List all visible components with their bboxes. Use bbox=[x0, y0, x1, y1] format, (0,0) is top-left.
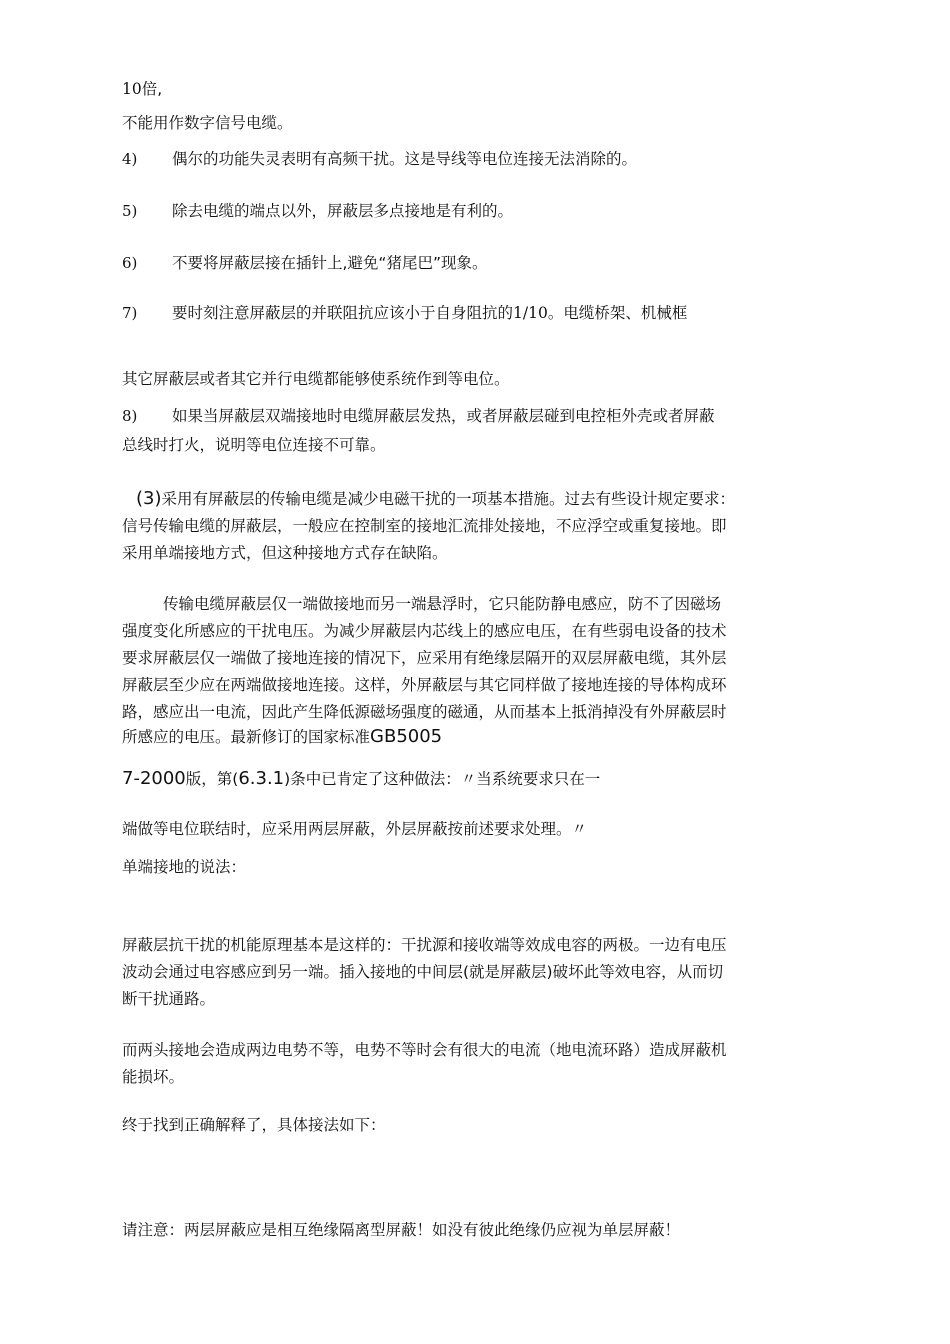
text-line-10x bbox=[122, 78, 162, 100]
paragraph-4-line-6 bbox=[122, 726, 442, 748]
item-7-text bbox=[172, 302, 687, 324]
paragraph-3-label: (3) bbox=[136, 488, 162, 509]
paragraph-4-line-6-text: 所感应的电压。最新修订的国家标准 bbox=[122, 728, 371, 746]
final-heading: 终于找到正确解释了，具体接法如下： bbox=[122, 1116, 386, 1134]
item-7-fraction: 1/10 bbox=[513, 304, 548, 322]
standard-number-part-2: 7-2000 bbox=[122, 768, 186, 789]
paragraph-6-line-2: 能损坏。 bbox=[122, 1068, 185, 1086]
item-8-text: 如果当屏蔽层双端接地时电缆屏蔽层发热，或者屏蔽层碰到电控柜外壳或者屏蔽 bbox=[172, 407, 715, 425]
paragraph-4-line-3: 要求屏蔽层仅一端做了接地连接的情况下，应采用有绝缘层隔开的双层屏蔽电缆，其外层 bbox=[122, 649, 727, 667]
note-line: 请注意：两层屏蔽应是相互绝缘隔离型屏蔽！如没有彼此绝缘仍应视为单层屏蔽！ bbox=[122, 1221, 681, 1239]
item-7-text-b: 。电缆桥架、机械框 bbox=[547, 304, 688, 322]
single-end-heading: 单端接地的说法： bbox=[122, 858, 247, 876]
item-5-number: 5) bbox=[122, 202, 138, 220]
paragraph-4-line-1: 传输电缆屏蔽层仅一端做接地而另一端悬浮时，它只能防静电感应，防不了因磁场 bbox=[163, 595, 722, 613]
item-5-text: 除去电缆的端点以外，屏蔽层多点接地是有利的。 bbox=[172, 202, 514, 220]
item-6-text: 不要将屏蔽层接在插针上,避免“猪尾巴”现象。 bbox=[172, 254, 488, 272]
paragraph-4-line-7-text-d: )条中已肯定了这种做法：〃当系统要求只在一 bbox=[284, 770, 601, 788]
paragraph-4-line-8: 端做等电位联结时，应采用两层屏蔽，外层屏蔽按前述要求处理。〃 bbox=[122, 820, 588, 838]
paragraph-6-line-1: 而两头接地会造成两边电势不等，电势不等时会有很大的电流（地电流环路）造成屏蔽机 bbox=[122, 1041, 727, 1059]
item-4-number: 4) bbox=[122, 150, 138, 168]
standard-number-part-1: GB5005 bbox=[370, 726, 443, 747]
text-line-other-shields: 其它屏蔽层或者其它并行电缆都能够使系统作到等电位。 bbox=[122, 370, 510, 388]
paragraph-3-line-3: 采用单端接地方式，但这种接地方式存在缺陷。 bbox=[122, 544, 448, 562]
paragraph-4-line-7-text-b: 版，第( bbox=[185, 770, 239, 788]
paragraph-3-line-2: 信号传输电缆的屏蔽层，一般应在控制室的接地汇流排处接地，不应浮空或重复接地。即 bbox=[122, 517, 727, 535]
item-8-number: 8) bbox=[122, 407, 138, 425]
item-6-number: 6) bbox=[122, 254, 138, 272]
paragraph-5-line-3: 断干扰通路。 bbox=[122, 990, 216, 1008]
paragraph-3-line-1 bbox=[136, 488, 735, 510]
paragraph-4-line-7 bbox=[122, 768, 600, 790]
clause-number: 6.3.1 bbox=[238, 768, 285, 789]
paragraph-4-line-5: 路，感应出一电流，因此产生降低源磁场强度的磁通，从而基本上抵消掉没有外屏蔽层时 bbox=[122, 703, 727, 721]
paragraph-4-line-4: 屏蔽层至少应在两端做接地连接。这样，外屏蔽层与其它同样做了接地连接的导体构成环 bbox=[122, 676, 727, 694]
item-4-text: 偶尔的功能失灵表明有高频干扰。这是导线等电位连接无法消除的。 bbox=[172, 150, 638, 168]
item-8-continuation: 总线时打火，说明等电位连接不可靠。 bbox=[122, 436, 386, 454]
item-7-number: 7) bbox=[122, 304, 138, 322]
paragraph-3-line-1-text: 采用有屏蔽层的传输电缆是减少电磁干扰的一项基本措施。过去有些设计规定要求： bbox=[161, 490, 736, 508]
paragraph-5-line-2: 波动会通过电容感应到另一端。插入接地的中间层(就是屏蔽层)破坏此等效电容，从而切 bbox=[122, 963, 724, 981]
paragraph-4-line-2: 强度变化所感应的干扰电压。为减少屏蔽层内芯线上的感应电压，在有些弱电设备的技术 bbox=[122, 622, 727, 640]
paragraph-5-line-1: 屏蔽层抗干扰的机能原理基本是这样的：干扰源和接收端等效成电容的两极。一边有电压 bbox=[122, 936, 727, 954]
text-bei: 倍, bbox=[141, 80, 163, 98]
text-line-digital-signal: 不能用作数字信号电缆。 bbox=[122, 114, 293, 132]
number-10: 10 bbox=[122, 80, 142, 98]
item-7-text-a: 要时刻注意屏蔽层的并联阻抗应该小于自身阻抗的 bbox=[172, 304, 514, 322]
